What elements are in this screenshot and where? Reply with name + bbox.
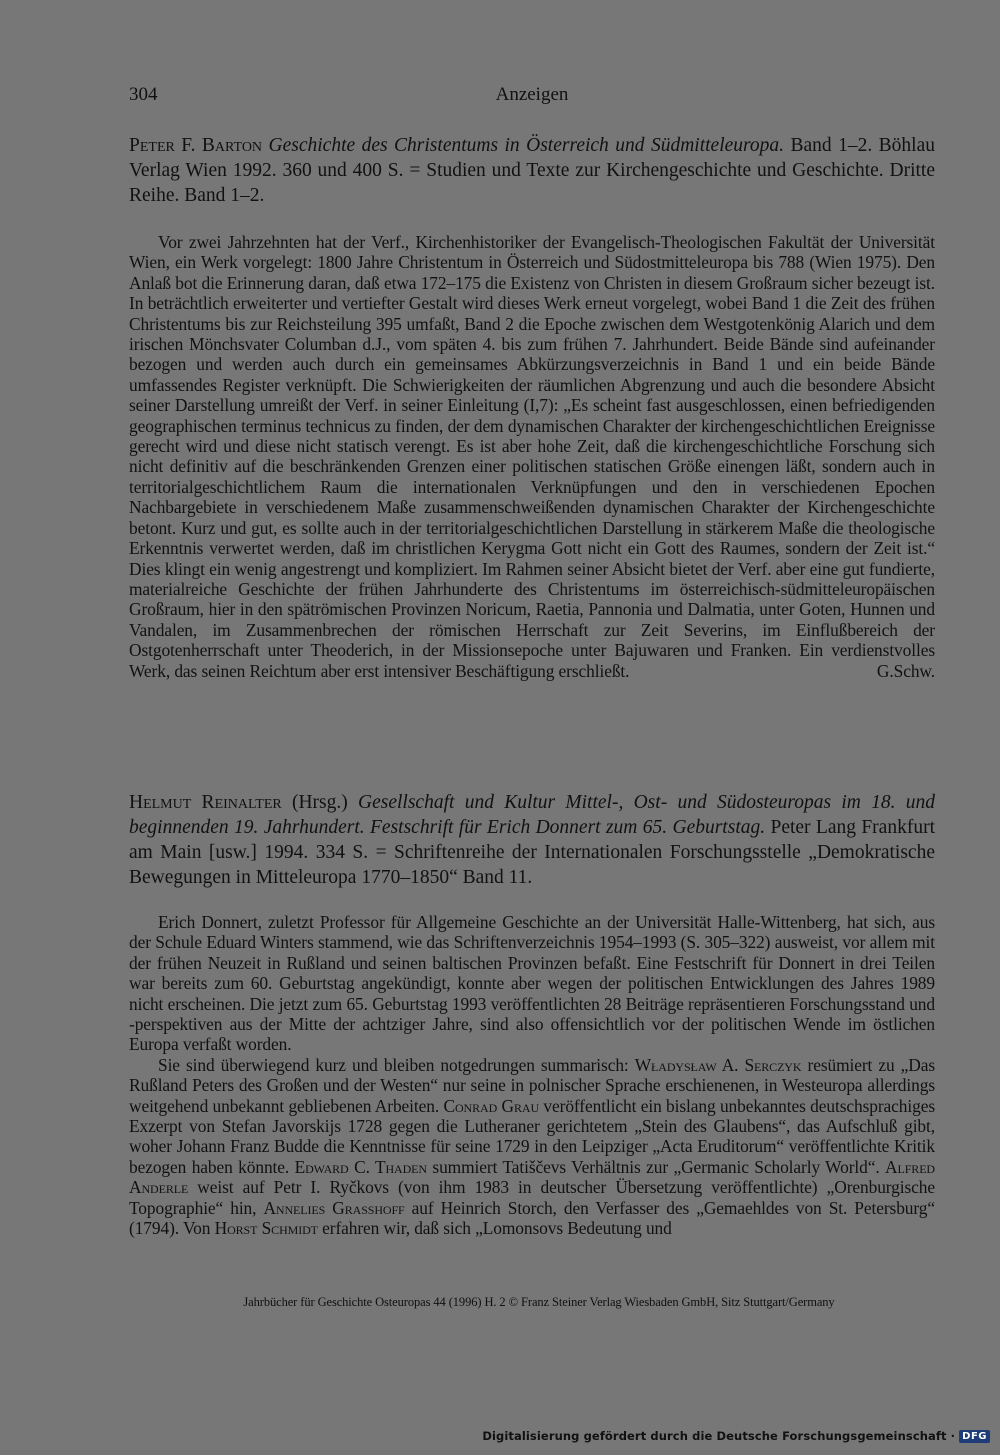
review-1-book-title: Geschichte des Christentums in Österreich und Südmitteleuropa. [268,135,785,156]
journal-footer-text: Jahrbücher für Geschichte Osteuropas 44 (1996) H. 2 © Franz Steiner Verlag Wiesbaden GmbH, Sitz Stuttgart/Germany [243,1295,835,1309]
review-2-citation [129,790,935,890]
contributor-name: Władysław A. Serczyk [634,1054,802,1075]
contributor-name: Edward C. Thaden [294,1156,427,1177]
digitization-credit-text: Digitalisierung gefördert durch die Deutsche Forschungsgemeinschaft · [482,1429,956,1443]
journal-footer [0,1295,1000,1310]
text-run: veröffentlicht ein bislang unbekanntes deutschsprachiges Exzerpt von Stefan Javorskijs 1728 gegen die Lutheraner gerichtetem „Stein des Glaubens“, das Aufschluß gibt, woher Johann Franz Budde die Kenntnisse für seine 1729 in den Leipziger „Acta Eruditorum“ veröffentlichte Kritik bezogen haben könnte. [129,1095,935,1177]
review-2-book-title: Gesellschaft und Kultur Mittel-, Ost- und Südosteuropas im 18. und beginnenden 19. Jahrhundert. Festschrift für Erich Donnert zum 65. Geburtstag. [129,792,935,838]
review-1-citation [129,133,935,208]
contributor-name: Conrad Grau [443,1095,540,1116]
digitization-credit [482,1427,990,1445]
text-run: summiert Tatiščevs Verhältnis zur „Germanic Scholarly World“. [426,1156,886,1177]
review-2-body [129,912,935,1239]
text-run: auf Heinrich Storch, den Verfasser des „Gemaehldes von St. Petersburg“ (1794). Von [129,1197,935,1239]
review-2-author: Helmut Reinalter [129,792,282,813]
review-1-paragraph [129,232,935,681]
running-header: Anzeigen [495,84,569,105]
text-run: Sie sind überwiegend kurz und bleiben notgedrungen summarisch: [158,1054,635,1075]
review-2-publication-details: Peter Lang Frankfurt am Main [usw.] 1994. 334 S. = Schriftenreihe der Internationalen Forschungsstelle „Demokratische Bewegungen in Mitteleuropa 1770–1850“ Band 11. [129,817,935,888]
text-run: erfahren wir, daß sich „Lomonsovs Bedeutung und [317,1218,672,1239]
review-1-author: Peter F. Barton [129,135,263,156]
contributor-name: Alfred Anderle [129,1156,935,1198]
text-run: weist auf Petr I. Ryčkovs (von ihm 1983 in deutscher Übersetzung veröffentlichte) „Orenburgische Topographie“ hin, [129,1177,935,1218]
contributor-name: Horst Schmidt [214,1218,318,1239]
dfg-logo: DFG [959,1430,990,1443]
review-1-publication-details: Band 1–2. Böhlau Verlag Wien 1992. 360 und 400 S. = Studien und Texte zur Kirchengeschichte und Geschichte. Dritte Reihe. Band 1–2. [129,135,936,206]
review-1-body [129,232,935,681]
review-2-paragraph-2 [129,1055,935,1239]
page-number: 304 [129,84,158,105]
contributor-name: Annelies Grasshoff [263,1197,405,1218]
review-1-signature: G.Schw. [876,660,935,681]
review-2-editor-note: (Hrsg.) [281,792,359,813]
review-2-paragraph-1: Erich Donnert, zuletzt Professor für Allgemeine Geschichte an der Universität Halle-Wittenberg, hat sich, aus der Schule Eduard Winters stammend, wie das Schriftenverzeichnis 1954–1993 (S. 305–322) ausweist, vor allem mit der frühen Neuzeit in Rußland und seinen baltischen Provinzen befaßt. Eine Festschrift für Donnert in drei Teilen war bereits zum 60. Geburtstag angekündigt, konnte aber wegen der politischen Entwicklungen des Jahres 1989 nicht erscheinen. Die jetzt zum 65. Geburtstag 1993 veröffentlichten 28 Beiträge repräsentieren Forschungsstand und -perspektiven aus der Mitte der achtziger Jahre, sind also offensichtlich vor der politischen Wende im östlichen Europa verfaßt worden. [129,912,935,1055]
text-run: resümiert zu „Das Rußland Peters des Großen und der Westen“ nur seine in polnischer Sprache erschienenen, in Westeuropa allerdings weitgehend unbekannt gebliebenen Arbeiten. [129,1054,935,1116]
review-1-text: Vor zwei Jahrzehnten hat der Verf., Kirchenhistoriker der Evangelisch-Theologischen Fakultät der Universität Wien, ein Werk vorgelegt: 1800 Jahre Christentum in Österreich und Südostmitteleuropa bis 788 (Wien 1975). Den Anlaß bot die Erinnerung daran, daß etwa 172–175 die Existenz von Christen in diesem Großraum sicher bezeugt ist. In beträchtlich erweiterter und vertiefter Gestalt wird dieses Werk erneut vorgelegt, wobei Band 1 die Zeit des frühen Christentums bis zur Reichsteilung 395 umfaßt, Band 2 die Epoche zwischen dem Westgotenkönig Alarich und dem irischen Mönchsvater Columban d.J., vom späten 4. bis zum frühen 7. Jahrhundert. Beide Bände sind aufeinander bezogen und werden auch durch ein gemeinsames Abkürzungsverzeichnis in Band 1 und ein beide Bände umfassendes Register verknüpft. Die Schwierigkeiten der räumlichen Abgrenzung und auch die besondere Absicht seiner Darstellung umreißt der Verf. in seiner Einleitung (I,7): „Es scheint fast ausgeschlossen, einen befriedigenden geographischen terminus technicus zu finden, der dem dynamischen Charakter der kirchengeschichtlichen Ereignisse gerecht wird und diese nicht statisch verengt. Es ist aber hohe Zeit, daß die kirchengeschichtliche Forschung sich nicht definitiv auf die beschränkenden Grenzen einer politischen statischen Größe einengen läßt, sondern auch in territorialgeschichtlichem Raum die internationalen Verknüpfungen und den in verschiedenen Epochen Nachbargebiete in verschiedenem Maße zusammenschweißenden dynamischen Charakter der Kirchengeschichte betont. Kurz und gut, es sollte auch in der territorialgeschichtlichen Darstellung in stärkerem Maße die theologische Erkenntnis verwertet werden, daß im christlichen Kerygma Gott nicht ein Gott des Raumes, sondern der Zeit ist.“ Dies klingt ein wenig angestrengt und kompliziert. Im Rahmen seiner Absicht bietet der Verf. aber eine gut fundierte, materialreiche Geschichte der frühen Jahrhunderte des Christentums im österreichisch-südmitteleuropäischen Großraum, hier in den spätrömischen Provinzen Noricum, Raetia, Pannonia und Dalmatia, unter Goten, Hunnen und Vandalen, im Zusammenbrechen der römischen Herrschaft zur Zeit Severins, im Einflußbereich der Ostgotenherrschaft unter Theoderich, in der Missionsepoche unter Bajuwaren und Franken. Ein verdienstvolles Werk, das seinen Reichtum aber erst intensiver Beschäftigung erschließt. [129,232,935,681]
